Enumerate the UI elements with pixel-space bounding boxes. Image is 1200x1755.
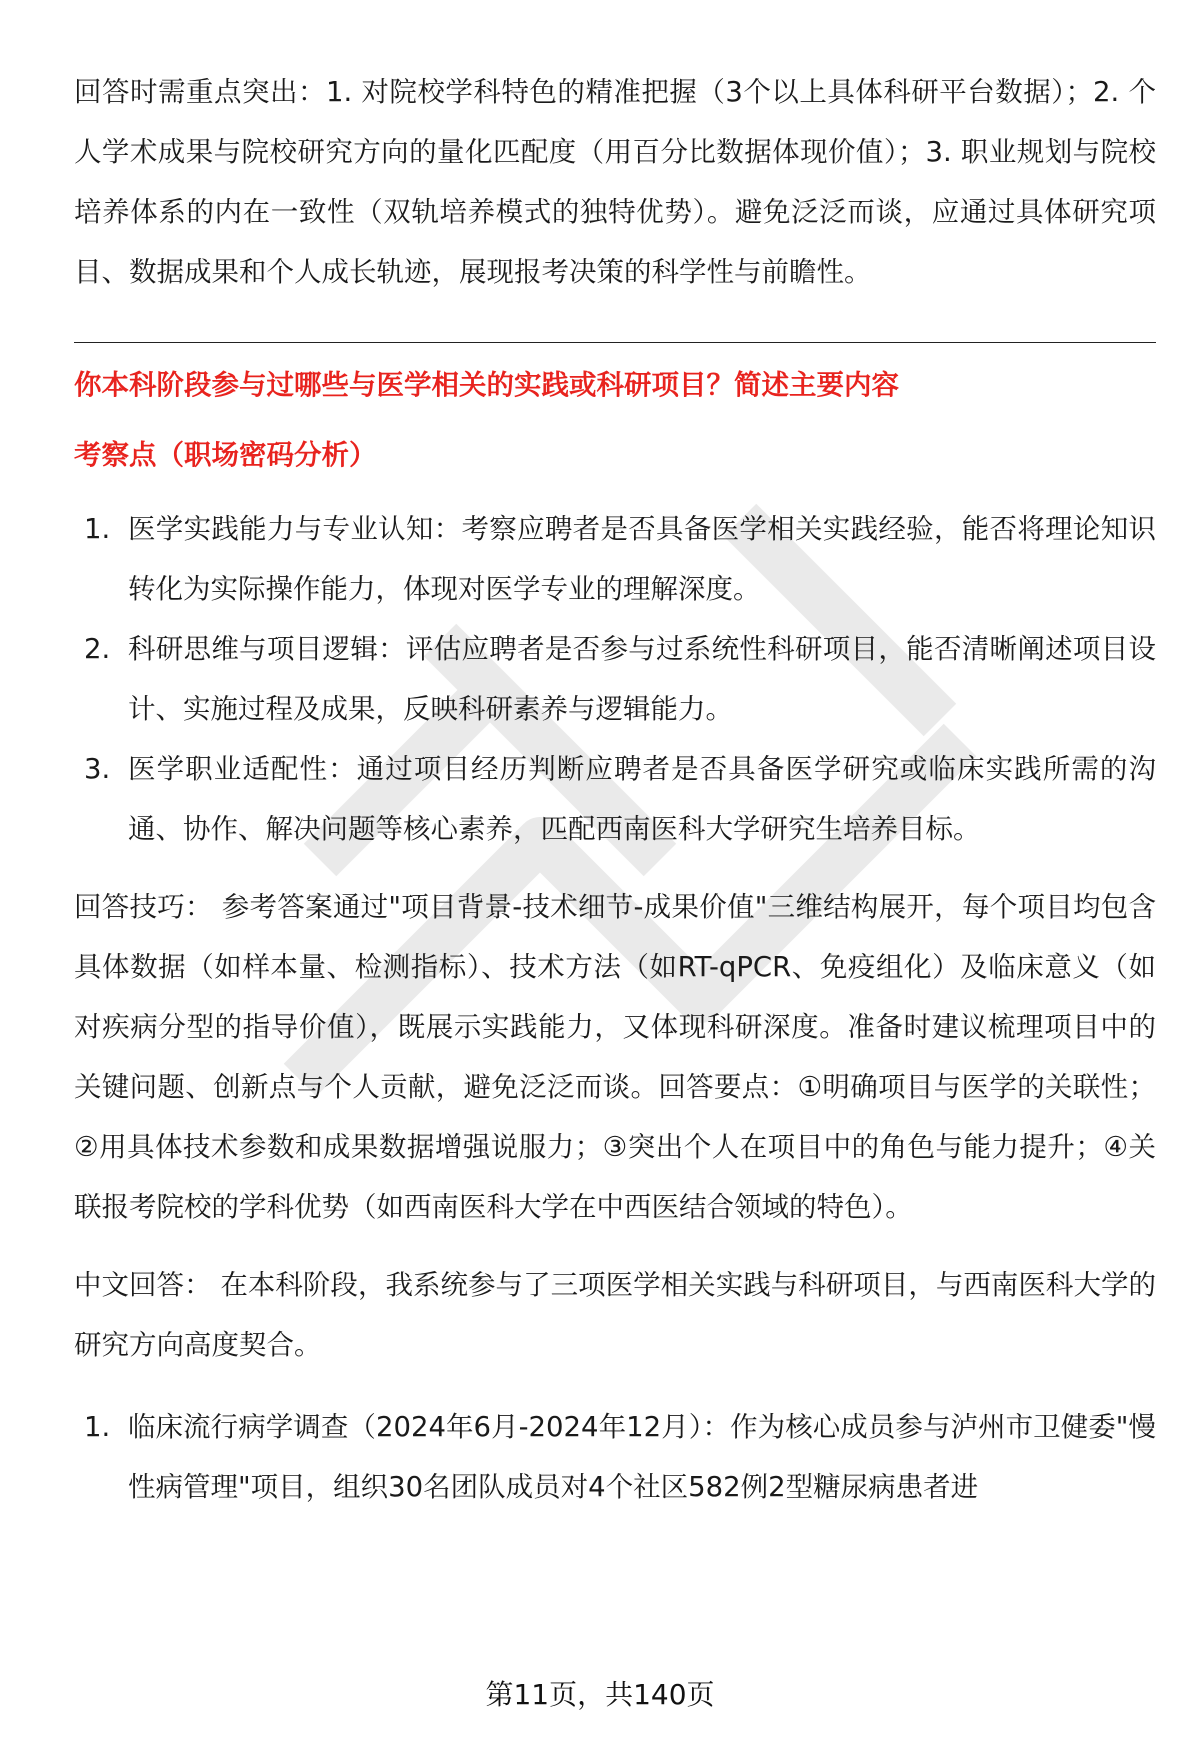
list-item-text: 临床流行病学调查（2024年6月-2024年12月）：作为核心成员参与泸州市卫健委"慢性病管理"项目，组织30名团队成员对4个社区582例2型糖尿病患者进 [128,1411,1156,1503]
list-item-text: 医学实践能力与专业认知：考察应聘者是否具备医学相关实践经验，能否将理论知识转化为实际操作能力，体现对医学专业的理解深度。 [128,513,1156,605]
list-number: 1. [84,1411,111,1443]
answer-items-list [74,1397,1156,1517]
list-item-text: 医学职业适配性：通过项目经历判断应聘者是否具备医学研究或临床实践所需的沟通、协作、解决问题等核心素养，匹配西南医科大学研究生培养目标。 [128,753,1156,845]
list-item [74,499,1156,619]
list-item-text: 科研思维与项目逻辑：评估应聘者是否参与过系统性科研项目，能否清晰阐述项目设计、实施过程及成果，反映科研素养与逻辑能力。 [128,633,1156,725]
list-number: 2. [84,633,111,665]
answer-paragraph: 中文回答： 在本科阶段，我系统参与了三项医学相关实践与科研项目，与西南医科大学的研究方向高度契合。 [74,1269,1156,1361]
assessment-points-list [74,499,1156,859]
question-title: 你本科阶段参与过哪些与医学相关的实践或科研项目？简述主要内容 [74,369,899,401]
points-heading: 考察点（职场密码分析） [74,439,377,471]
list-number: 1. [84,513,111,545]
list-number: 3. [84,753,111,785]
document-page [74,62,1156,1517]
page-footer: 第11页，共140页 [485,1678,715,1711]
intro-paragraph: 回答时需重点突出：1. 对院校学科特色的精准把握（3个以上具体科研平台数据）；2. 个人学术成果与院校研究方向的量化匹配度（用百分比数据体现价值）；3. 职业规划与院校培养体系的内在一致性（双轨培养模式的独特优势）。避免泛泛而谈，应通过具体研究项目、数据成果和个人成长轨迹，展现报考决策的科学性与前瞻性。 [74,76,1156,288]
list-item [74,739,1156,859]
tips-paragraph: 回答技巧： 参考答案通过"项目背景-技术细节-成果价值"三维结构展开，每个项目均包含具体数据（如样本量、检测指标）、技术方法（如RT-qPCR、免疫组化）及临床意义（如对疾病分型的指导价值），既展示实践能力，又体现科研深度。准备时建议梳理项目中的关键问题、创新点与个人贡献，避免泛泛而谈。回答要点：①明确项目与医学的关联性；②用具体技术参数和成果数据增强说服力；③突出个人在项目中的角色与能力提升；④关联报考院校的学科优势（如西南医科大学在中西医结合领域的特色）。 [74,891,1156,1223]
section-divider [74,342,1156,343]
list-item [74,619,1156,739]
list-item [74,1397,1156,1517]
